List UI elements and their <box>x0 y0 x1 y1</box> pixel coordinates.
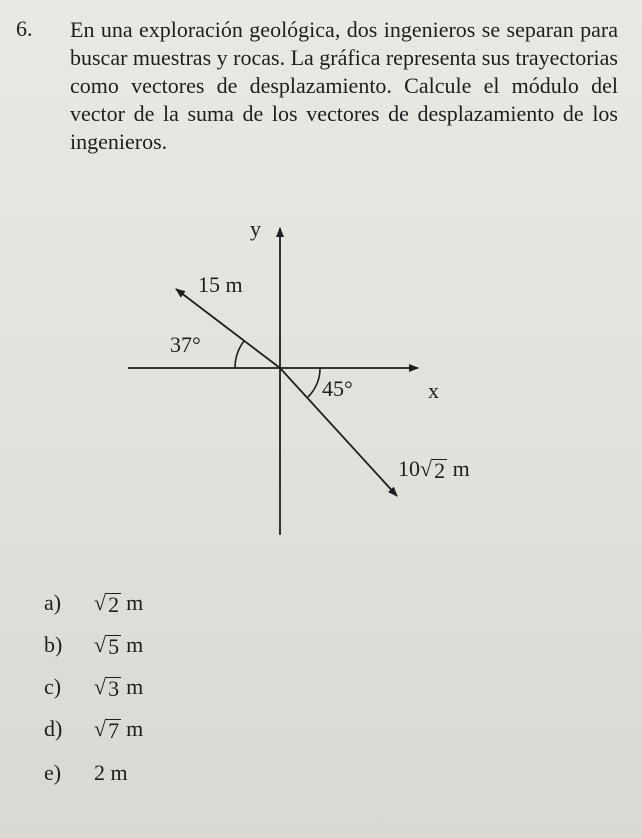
option-b[interactable] <box>44 628 344 662</box>
x-axis-label: x <box>428 378 439 403</box>
option-e[interactable] <box>44 756 344 790</box>
vector-diagram <box>120 210 500 540</box>
sqrt-symbol: √ 2 <box>420 456 446 483</box>
option-letter: b) <box>44 632 63 657</box>
sqrt-symbol: √ 2 <box>94 590 120 617</box>
option-letter: a) <box>44 590 62 615</box>
option-letter: c) <box>44 674 62 699</box>
option-letter: e) <box>44 760 62 785</box>
option-radicand: 7 <box>108 718 120 743</box>
option-letter: d) <box>44 716 63 741</box>
vector1-magnitude-label: 15 m <box>198 272 243 297</box>
option-unit: m <box>126 716 144 741</box>
vector2-radicand: 2 <box>434 458 446 483</box>
angle-37-arc <box>235 341 244 368</box>
vector2-coefficient: 10 <box>398 456 420 481</box>
angle-45-label: 45° <box>322 376 353 401</box>
option-c[interactable] <box>44 670 344 704</box>
option-text: 2 m <box>94 760 128 785</box>
sqrt-symbol: √ 5 <box>94 632 120 659</box>
option-radicand: 5 <box>108 634 120 659</box>
problem-statement: En una exploración geológica, dos ingenieros se separan para buscar muestras y rocas. La gráfica representa sus trayectorias como vectores de desplazamiento. Calcule el módulo del vector de la suma de los vectores de desplazamiento de los ingenieros. <box>70 17 618 154</box>
option-d[interactable] <box>44 712 344 746</box>
y-axis-label: y <box>250 216 261 241</box>
sqrt-symbol: √ 3 <box>94 674 120 701</box>
vector2-unit: m <box>452 456 470 481</box>
option-unit: m <box>126 632 144 657</box>
angle-45-arc <box>308 368 320 397</box>
problem-number: 6. <box>16 16 33 41</box>
option-a[interactable] <box>44 586 344 620</box>
option-unit: m <box>126 590 144 615</box>
option-radicand: 2 <box>108 592 120 617</box>
sqrt-symbol: √ 7 <box>94 716 120 743</box>
option-unit: m <box>126 674 144 699</box>
vector2-magnitude-label <box>398 456 470 482</box>
angle-37-label: 37° <box>170 332 201 357</box>
option-radicand: 3 <box>108 676 120 701</box>
